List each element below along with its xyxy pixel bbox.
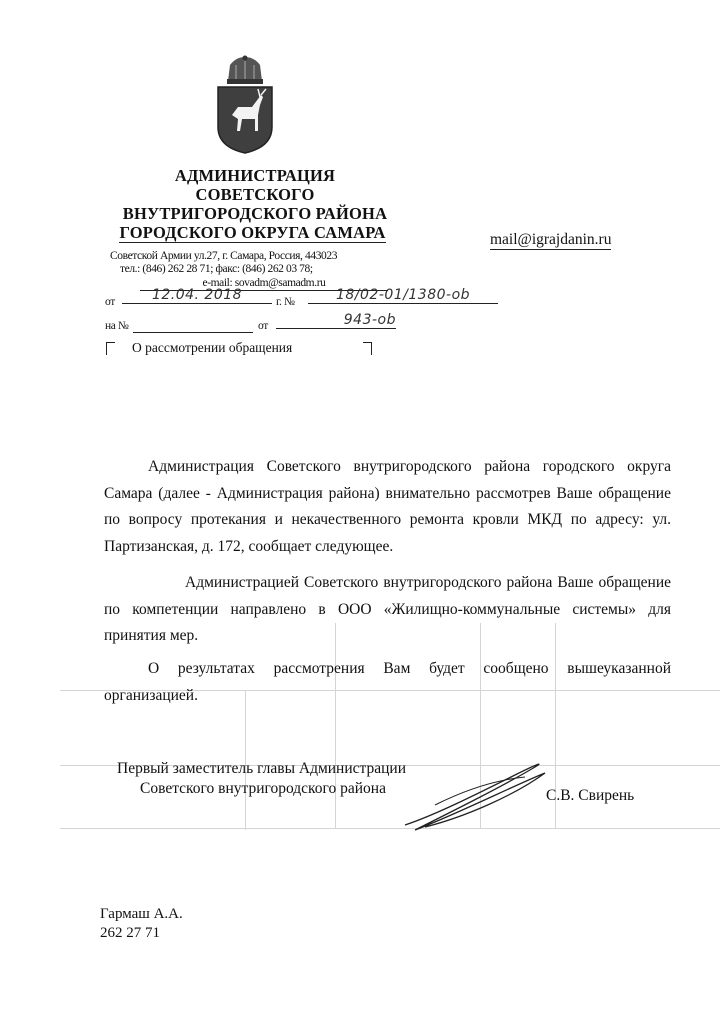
org-name-line-2: СОВЕТСКОГО [195,185,315,204]
handwritten-signature [395,755,555,835]
ref-value: 943-ob [276,312,396,329]
ref-number-blank [133,331,253,333]
executor-phone: 262 27 71 [100,925,160,941]
body-paragraph-2: Администрацией Советского внутригородского района Ваше обращение по компетенции направлено в ООО «Жилищно-коммунальные системы» для принятия мер. [104,574,671,644]
body-paragraph-3: О результатах рассмотрения Вам будет сообщено вышеуказанной организацией. [104,660,671,704]
address-line: Советской Армии ул.27, г. Самара, Россия, 443023 [110,250,338,262]
signer-position-line-2: Советского внутригородского района [140,780,386,797]
signer-position-line-1: Первый заместитель главы Администрации [117,760,407,777]
org-name-line-4-text: ГОРОДСКОГО ОКРУГА САМАРА [119,223,386,242]
body-paragraph-1: Администрация Советского внутригородского района городского округа Самара (далее - Администрация района) внимательно рассмотрев Ваше обращение по вопросу протекания и некачественного ремонта кровли МКД по адресу: ул. Партизанская, д. 172, сообщает следующее. [104,458,671,555]
signer-name: С.В. Свирень [546,787,635,804]
recipient-email: mail@igrajdanin.ru [490,231,612,248]
ref-label: на № [105,320,129,332]
email-line: e-mail: sovadm@samadm.ru [140,277,388,291]
samara-coat-of-arms-icon [214,55,276,155]
phone-line: тел.: (846) 262 28 71; факс: (846) 262 03 78; [120,263,313,275]
org-name-line-4 [110,222,395,243]
number-label: г. № [276,296,295,308]
subject-bracket-left [106,342,115,355]
subject-bracket-right [363,342,372,355]
org-name-line-3: ВНУТРИГОРОДСКОГО РАЙОНА [122,204,388,223]
executor-name: Гармаш А.А. [100,906,183,922]
org-name-line-1: АДМИНИСТРАЦИЯ [174,166,336,185]
subject: О рассмотрении обращения [132,340,293,355]
number-value: 18/02-01/1380-ob [308,287,498,304]
coat-of-arms [214,55,276,155]
ref-from-label: от [258,320,268,332]
from-date: 12.04. 2018 [122,287,272,304]
from-label: от [105,296,115,308]
